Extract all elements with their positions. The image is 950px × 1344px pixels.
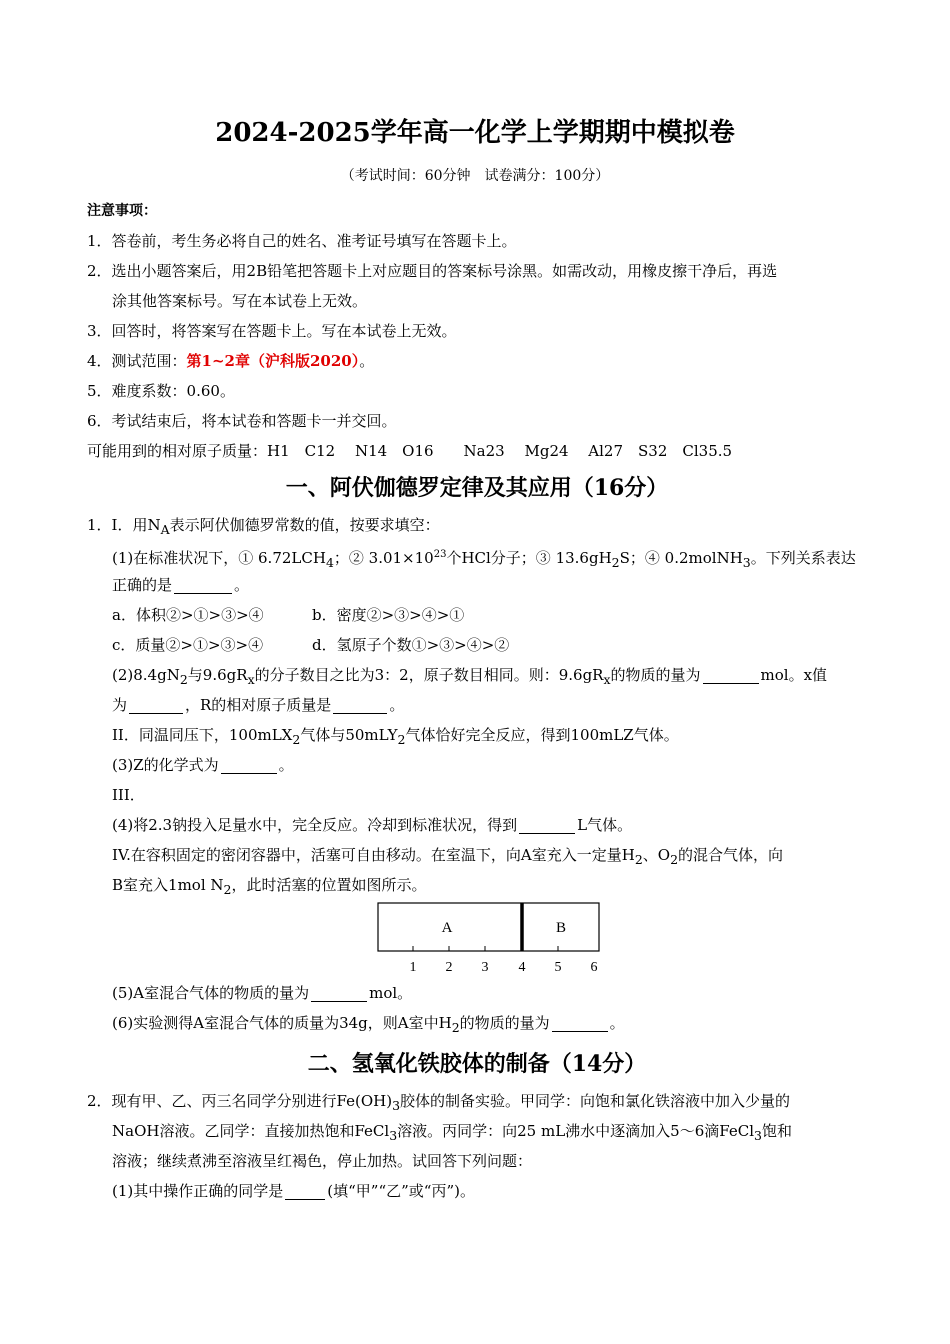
question-1-III: III． (112, 786, 145, 804)
scale-ticks (413, 946, 558, 951)
option-d: d．氢原子个数①>③>④>② (312, 636, 510, 654)
tick-label: 3 (481, 960, 489, 975)
question-1-part-4: (4)将2.3钠投入足量水中，完全反应。冷却到标准状况，得到 L气体。 (112, 816, 633, 834)
question-1-IV-cont: B室充入1mol $N_2$，此时活塞的位置如图所示。 (112, 876, 427, 897)
tick-label: 5 (554, 960, 562, 975)
page-title: 2024-2025学年高一化学上学期期中模拟卷 (215, 118, 735, 148)
question-1-part-2-cont: 为 ，R的相对原子质量是 。 (112, 696, 405, 714)
tick-label: 2 (445, 960, 453, 975)
answer-blank[interactable] (129, 695, 183, 714)
note-item: 涂其他答案标号。写在本试卷上无效。 (112, 292, 368, 310)
note-item: 5．难度系数：0.60。 (87, 382, 235, 400)
note-item (87, 346, 867, 376)
question-1-part-6: (6)实验测得A室混合气体的质量为34g，则A室中$H_2$的物质的量为 。 (112, 1014, 625, 1035)
answer-blank[interactable] (519, 815, 575, 834)
chamber-a-label: A (441, 920, 453, 936)
note-item: 1．答卷前，考生务必将自己的姓名、准考证号填写在答题卡上。 (87, 232, 517, 250)
exam-info: （考试时间：60分钟 试卷满分：100分） (340, 168, 610, 184)
answer-blank[interactable] (285, 1181, 325, 1200)
option-b: b．密度②>③>④>① (312, 606, 465, 624)
note-item: 3．回答时，将答案写在答题卡上。写在本试卷上无效。 (87, 322, 457, 340)
option-c: c．质量②>①>③>④ (112, 636, 264, 654)
section-heading-2: 二、氢氧化铁胶体的制备（14分） (307, 1051, 647, 1077)
question-1-intro: 1．I．用$N_A$表示阿伏伽德罗常数的值，按要求填空： (87, 516, 440, 537)
tick-label: 4 (518, 960, 526, 975)
options-row-1 (87, 600, 867, 630)
note-text: 。 (359, 352, 375, 370)
piston-diagram (87, 900, 867, 978)
question-2-intro-cont: NaOH溶液。乙同学：直接加热饱和FeCl$_3$溶液。丙同学：向25 mL沸水中逐滴加入5～6滴FeCl$_3$饱和 (112, 1122, 792, 1143)
note-text: 4．测试范围： (87, 352, 187, 370)
section-heading-1: 一、阿伏伽德罗定律及其应用（16分） (285, 475, 669, 501)
note-item: 2．选出小题答案后，用2B铅笔把答题卡上对应题目的答案标号涂黑。如需改动，用橡皮擦干净后，再选 (87, 262, 778, 280)
atomic-masses: 可能用到的相对原子质量：H1 C12 N14 O16 Na23 Mg24 Al27 S32 Cl35.5 (87, 442, 733, 460)
answer-blank[interactable] (552, 1013, 608, 1032)
question-1-part-3: (3)Z的化学式为 。 (112, 756, 294, 774)
answer-blank[interactable] (311, 983, 367, 1002)
question-2-part-1: (1)其中操作正确的同学是 (填“甲”“乙”或“丙”)。 (112, 1182, 475, 1200)
piston-container-figure (377, 902, 602, 978)
question-1-part-1: (1)在标准状况下，① $6.72LCH_4$；② $3.01\times 10^{23}$个HCl分子；③ $13.6gH_2S$；④ 0.2molNH$_3$。下列关系表达 (112, 549, 856, 570)
chamber-b-label: B (555, 920, 567, 936)
document-body (87, 196, 867, 1206)
question-1-IV: IV.在容积固定的密闭容器中，活塞可自由移动。在室温下，向A室充入一定量$H_2$、$O_2$的混合气体，向 (112, 846, 784, 867)
note-item: 6．考试结束后，将本试卷和答题卡一并交回。 (87, 412, 397, 430)
option-a: a．体积②>①>③>④ (112, 606, 264, 624)
tick-label: 1 (409, 960, 417, 975)
notes-heading: 注意事项： (87, 203, 157, 219)
question-2-intro-cont: 溶液；继续煮沸至溶液呈红褐色，停止加热。试回答下列问题： (112, 1152, 533, 1170)
tick-label: 6 (590, 960, 598, 975)
answer-blank[interactable] (703, 665, 759, 684)
test-scope: 第1~2章（沪科版2020） (186, 352, 360, 370)
answer-blank[interactable] (221, 755, 277, 774)
question-1-part-1-cont: 正确的是 。 (112, 576, 250, 594)
answer-blank[interactable] (174, 575, 232, 594)
options-row-2 (87, 630, 867, 660)
question-1-II: II．同温同压下，100mLX$_2$气体与50mLY$_2$气体恰好完全反应，得到100mLZ气体。 (112, 726, 679, 747)
question-1-part-2: $(2)8.4gN_2$与$9.6gR_x$的分子数目之比为3：2，原子数目相同。则：$9.6gR_x$的物质的量为 mol。x值 (112, 666, 828, 687)
question-2-intro: 2．现有甲、乙、丙三名同学分别进行$Fe(OH)_3$胶体的制备实验。甲同学：向饱和氯化铁溶液中加入少量的 (87, 1092, 791, 1113)
answer-blank[interactable] (333, 695, 387, 714)
question-1-part-5: (5)A室混合气体的物质的量为 mol。 (112, 984, 413, 1002)
